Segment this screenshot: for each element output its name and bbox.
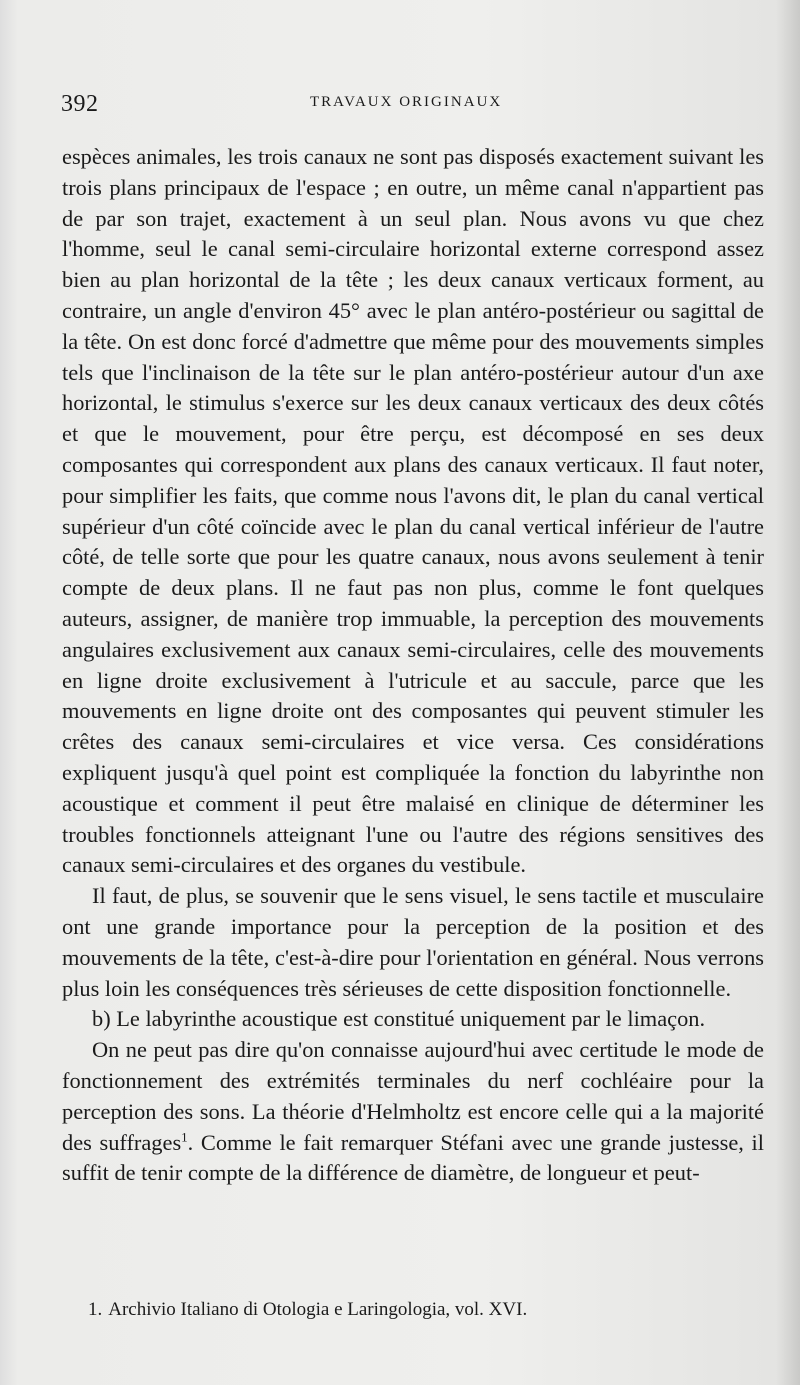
paragraph-labyrinthe-acoustique: b) Le labyrinthe acoustique est constitué uniquement par le limaçon. — [92, 1006, 706, 1032]
paragraph-cochleaire-main: On ne peut pas dire qu'on connaisse aujourd'hui avec certitude le mode de fonctionnement des extrémités terminales du nerf cochléaire pour la perception des sons. La théorie d'Helmholtz est encore celle qui a la majorité des suffrages — [62, 1037, 764, 1155]
paragraph-sens-visuel: Il faut, de plus, se souvenir que le sens visuel, le sens tactile et musculaire ont une grande importance pour la perception de la position et des mouvements de la tête, c'est-à-dire pour l'orientation en général. Nous verrons plus loin les conséquences très sérieuses de cette disposition fonctionnelle. — [62, 883, 764, 1001]
paragraph-cochleaire-rest: . Comme le fait remarquer Stéfani avec une grande justesse, il suffit de tenir compte de la différence de diamètre, de longueur et peut- — [62, 1129, 764, 1186]
footnote — [88, 1298, 748, 1322]
footnote-reference[interactable]: 1 — [181, 1129, 188, 1145]
footnote-number: 1. — [88, 1299, 103, 1320]
paragraph-cochleaire — [62, 1035, 764, 1189]
footnote-text: Archivio Italiano di Otologia e Laringologia, vol. XVI. — [108, 1299, 528, 1320]
body-text — [62, 142, 764, 1189]
running-head: TRAVAUX ORIGINAUX — [310, 94, 503, 110]
paragraph-canaux: espèces animales, les trois canaux ne sont pas disposés exactement suivant les trois plans principaux de l'espace ; en outre, un même canal n'appartient pas de par son trajet, exactement à un seul plan. Nous avons vu que chez l'homme, seul le canal semi-circulaire horizontal externe correspond assez bien au plan horizontal de la tête ; les deux canaux verticaux forment, au contraire, un angle d'environ 45° avec le plan antéro-postérieur ou sagittal de la tête. On est donc forcé d'admettre que même pour des mouvements simples tels que l'inclinaison de la tête sur le plan antéro-postérieur autour d'un axe horizontal, le stimulus s'exerce sur les deux canaux verticaux des deux côtés et que le mouvement, pour être perçu, est décomposé en ses deux composantes qui correspondent aux plans des canaux verticaux. Il faut noter, pour simplifier les faits, que comme nous l'avons dit, le plan du canal vertical supérieur d'un côté coïncide avec le plan du canal vertical inférieur de l'autre côté, de telle sorte que pour les quatre canaux, nous avons seulement à tenir compte de deux plans. Il ne faut pas non plus, comme le font quelques auteurs, assigner, de manière trop immuable, la perception des mouvements angulaires exclusivement aux canaux semi-circulaires, celle des mouvements en ligne droite exclusivement à l'utricule et au saccule, parce que les mouvements en ligne droite ont des composantes qui peuvent stimuler les crêtes des canaux semi-circulaires et vice versa. Ces considérations expliquent jusqu'à quel point est compliquée la fonction du labyrinthe non acoustique et comment il peut être malaisé en clinique de déterminer les troubles fonctionnels atteignant l'une ou l'autre des régions sensitives des canaux semi-circulaires et des organes du vestibule. — [62, 144, 764, 878]
page-number: 392 — [61, 91, 99, 117]
